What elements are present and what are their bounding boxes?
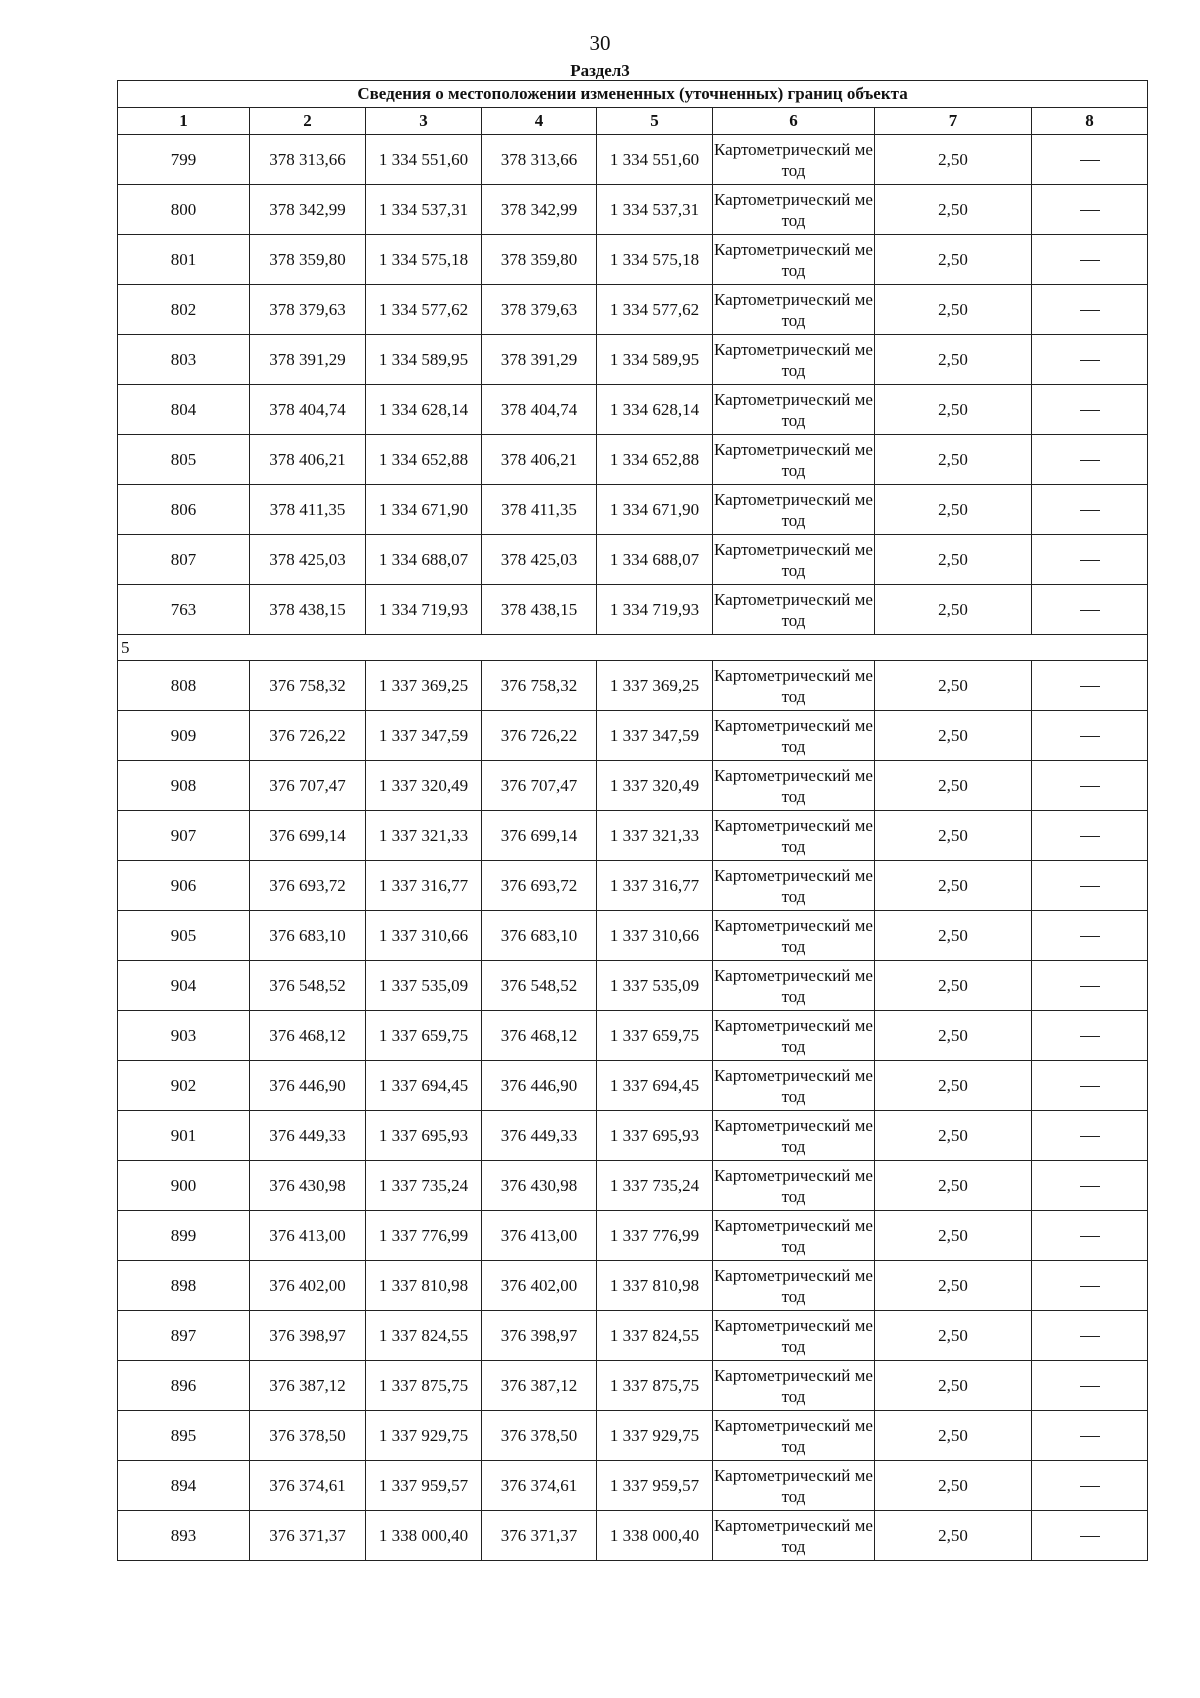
y-existing-cell: 1 337 810,98	[366, 1261, 482, 1311]
y-existing-cell: 1 334 575,18	[366, 235, 482, 285]
column-number-row	[118, 108, 1148, 135]
accuracy-cell: 2,50	[875, 535, 1032, 585]
description-cell	[1032, 1461, 1148, 1511]
table-row	[118, 535, 1148, 585]
dash-icon	[1080, 1486, 1100, 1487]
dash-icon	[1080, 1236, 1100, 1237]
description-cell	[1032, 1111, 1148, 1161]
x-existing-cell: 378 404,74	[250, 385, 366, 435]
method-cell: Картометрический метод	[713, 711, 875, 761]
method-cell: Картометрический метод	[713, 235, 875, 285]
description-cell	[1032, 861, 1148, 911]
x-new-cell: 378 438,15	[482, 585, 597, 635]
x-new-cell: 376 707,47	[482, 761, 597, 811]
accuracy-cell: 2,50	[875, 1161, 1032, 1211]
x-new-cell: 376 387,12	[482, 1361, 597, 1411]
accuracy-cell: 2,50	[875, 1261, 1032, 1311]
point-number-cell: 904	[118, 961, 250, 1011]
y-new-cell: 1 334 577,62	[597, 285, 713, 335]
point-number-cell: 907	[118, 811, 250, 861]
y-new-cell: 1 337 776,99	[597, 1211, 713, 1261]
x-new-cell: 378 425,03	[482, 535, 597, 585]
dash-icon	[1080, 1136, 1100, 1137]
y-new-cell: 1 334 719,93	[597, 585, 713, 635]
point-number-cell: 763	[118, 585, 250, 635]
y-new-cell: 1 334 671,90	[597, 485, 713, 535]
y-existing-cell: 1 337 659,75	[366, 1011, 482, 1061]
point-number-cell: 805	[118, 435, 250, 485]
accuracy-cell: 2,50	[875, 185, 1032, 235]
table-row	[118, 585, 1148, 635]
y-existing-cell: 1 337 347,59	[366, 711, 482, 761]
accuracy-cell: 2,50	[875, 961, 1032, 1011]
x-new-cell: 376 374,61	[482, 1461, 597, 1511]
x-new-cell: 376 699,14	[482, 811, 597, 861]
column-number-2: 2	[250, 108, 366, 135]
y-new-cell: 1 337 929,75	[597, 1411, 713, 1461]
accuracy-cell: 2,50	[875, 1061, 1032, 1111]
accuracy-cell: 2,50	[875, 761, 1032, 811]
y-existing-cell: 1 334 652,88	[366, 435, 482, 485]
x-existing-cell: 376 699,14	[250, 811, 366, 861]
description-cell	[1032, 485, 1148, 535]
dash-icon	[1080, 610, 1100, 611]
x-new-cell: 376 398,97	[482, 1311, 597, 1361]
y-new-cell: 1 337 959,57	[597, 1461, 713, 1511]
x-new-cell: 376 446,90	[482, 1061, 597, 1111]
accuracy-cell: 2,50	[875, 485, 1032, 535]
y-existing-cell: 1 334 577,62	[366, 285, 482, 335]
y-existing-cell: 1 337 535,09	[366, 961, 482, 1011]
y-new-cell: 1 334 628,14	[597, 385, 713, 435]
y-new-cell: 1 337 810,98	[597, 1261, 713, 1311]
description-cell	[1032, 1361, 1148, 1411]
column-number-3: 3	[366, 108, 482, 135]
y-new-cell: 1 337 875,75	[597, 1361, 713, 1411]
table-caption: Сведения о местоположении измененных (уточненных) границ объекта	[118, 81, 1148, 108]
description-cell	[1032, 961, 1148, 1011]
dash-icon	[1080, 1286, 1100, 1287]
y-existing-cell: 1 334 589,95	[366, 335, 482, 385]
y-new-cell: 1 337 369,25	[597, 661, 713, 711]
description-cell	[1032, 235, 1148, 285]
table-row	[118, 761, 1148, 811]
page-number: 30	[589, 31, 611, 55]
x-existing-cell: 376 413,00	[250, 1211, 366, 1261]
point-number-cell: 905	[118, 911, 250, 961]
x-existing-cell: 376 683,10	[250, 911, 366, 961]
table-row	[118, 1461, 1148, 1511]
accuracy-cell: 2,50	[875, 385, 1032, 435]
x-existing-cell: 376 468,12	[250, 1011, 366, 1061]
description-cell	[1032, 1211, 1148, 1261]
table-row	[118, 1411, 1148, 1461]
description-cell	[1032, 435, 1148, 485]
x-existing-cell: 378 342,99	[250, 185, 366, 235]
accuracy-cell: 2,50	[875, 911, 1032, 961]
x-existing-cell: 378 379,63	[250, 285, 366, 335]
table-row	[118, 185, 1148, 235]
column-number-5: 5	[597, 108, 713, 135]
x-existing-cell: 378 411,35	[250, 485, 366, 535]
table-row	[118, 235, 1148, 285]
method-cell: Картометрический метод	[713, 811, 875, 861]
point-number-cell: 901	[118, 1111, 250, 1161]
description-cell	[1032, 535, 1148, 585]
y-existing-cell: 1 337 320,49	[366, 761, 482, 811]
dash-icon	[1080, 210, 1100, 211]
accuracy-cell: 2,50	[875, 135, 1032, 185]
x-new-cell: 378 379,63	[482, 285, 597, 335]
description-cell	[1032, 1061, 1148, 1111]
x-new-cell: 376 693,72	[482, 861, 597, 911]
y-existing-cell: 1 337 875,75	[366, 1361, 482, 1411]
x-existing-cell: 378 425,03	[250, 535, 366, 585]
x-existing-cell: 378 406,21	[250, 435, 366, 485]
y-existing-cell: 1 337 776,99	[366, 1211, 482, 1261]
method-cell: Картометрический метод	[713, 585, 875, 635]
x-existing-cell: 378 359,80	[250, 235, 366, 285]
y-existing-cell: 1 337 929,75	[366, 1411, 482, 1461]
y-new-cell: 1 337 735,24	[597, 1161, 713, 1211]
x-new-cell: 376 449,33	[482, 1111, 597, 1161]
column-number-1: 1	[118, 108, 250, 135]
dash-icon	[1080, 786, 1100, 787]
accuracy-cell: 2,50	[875, 1211, 1032, 1261]
point-number-cell: 903	[118, 1011, 250, 1061]
x-existing-cell: 376 398,97	[250, 1311, 366, 1361]
y-new-cell: 1 337 347,59	[597, 711, 713, 761]
dash-icon	[1080, 360, 1100, 361]
accuracy-cell: 2,50	[875, 1311, 1032, 1361]
table-row	[118, 1111, 1148, 1161]
method-cell: Картометрический метод	[713, 761, 875, 811]
point-number-cell: 898	[118, 1261, 250, 1311]
method-cell: Картометрический метод	[713, 335, 875, 385]
dash-icon	[1080, 460, 1100, 461]
accuracy-cell: 2,50	[875, 285, 1032, 335]
table-row	[118, 711, 1148, 761]
table-row	[118, 135, 1148, 185]
method-cell: Картометрический метод	[713, 911, 875, 961]
table-row	[118, 1311, 1148, 1361]
method-cell: Картометрический метод	[713, 1261, 875, 1311]
dash-icon	[1080, 560, 1100, 561]
method-cell: Картометрический метод	[713, 1111, 875, 1161]
dash-icon	[1080, 986, 1100, 987]
x-existing-cell: 376 449,33	[250, 1111, 366, 1161]
x-new-cell: 376 758,32	[482, 661, 597, 711]
method-cell: Картометрический метод	[713, 1461, 875, 1511]
table-row	[118, 1061, 1148, 1111]
x-new-cell: 378 411,35	[482, 485, 597, 535]
method-cell: Картометрический метод	[713, 1011, 875, 1061]
x-new-cell: 376 413,00	[482, 1211, 597, 1261]
method-cell: Картометрический метод	[713, 285, 875, 335]
y-new-cell: 1 337 535,09	[597, 961, 713, 1011]
description-cell	[1032, 811, 1148, 861]
point-number-cell: 900	[118, 1161, 250, 1211]
accuracy-cell: 2,50	[875, 711, 1032, 761]
table-row	[118, 335, 1148, 385]
y-existing-cell: 1 337 369,25	[366, 661, 482, 711]
method-cell: Картометрический метод	[713, 135, 875, 185]
y-new-cell: 1 337 694,45	[597, 1061, 713, 1111]
point-number-cell: 895	[118, 1411, 250, 1461]
y-new-cell: 1 334 537,31	[597, 185, 713, 235]
y-new-cell: 1 334 688,07	[597, 535, 713, 585]
x-existing-cell: 376 693,72	[250, 861, 366, 911]
table-row	[118, 1261, 1148, 1311]
table-row	[118, 1161, 1148, 1211]
description-cell	[1032, 1411, 1148, 1461]
description-cell	[1032, 1161, 1148, 1211]
y-existing-cell: 1 334 537,31	[366, 185, 482, 235]
y-new-cell: 1 338 000,40	[597, 1511, 713, 1561]
method-cell: Картометрический метод	[713, 1311, 875, 1361]
table-row	[118, 961, 1148, 1011]
x-new-cell: 376 683,10	[482, 911, 597, 961]
dash-icon	[1080, 936, 1100, 937]
description-cell	[1032, 1011, 1148, 1061]
y-new-cell: 1 337 310,66	[597, 911, 713, 961]
accuracy-cell: 2,50	[875, 1111, 1032, 1161]
x-existing-cell: 376 548,52	[250, 961, 366, 1011]
point-number-cell: 908	[118, 761, 250, 811]
column-number-6: 6	[713, 108, 875, 135]
table-row	[118, 1011, 1148, 1061]
accuracy-cell: 2,50	[875, 1461, 1032, 1511]
y-existing-cell: 1 334 719,93	[366, 585, 482, 635]
x-existing-cell: 376 371,37	[250, 1511, 366, 1561]
dash-icon	[1080, 510, 1100, 511]
dash-icon	[1080, 836, 1100, 837]
method-cell: Картометрический метод	[713, 1061, 875, 1111]
description-cell	[1032, 385, 1148, 435]
accuracy-cell: 2,50	[875, 1011, 1032, 1061]
y-new-cell: 1 337 695,93	[597, 1111, 713, 1161]
x-new-cell: 376 468,12	[482, 1011, 597, 1061]
x-existing-cell: 376 446,90	[250, 1061, 366, 1111]
accuracy-cell: 2,50	[875, 661, 1032, 711]
point-number-cell: 804	[118, 385, 250, 435]
table-row	[118, 811, 1148, 861]
y-new-cell: 1 334 551,60	[597, 135, 713, 185]
dash-icon	[1080, 310, 1100, 311]
x-new-cell: 378 391,29	[482, 335, 597, 385]
table-row	[118, 1211, 1148, 1261]
x-new-cell: 376 548,52	[482, 961, 597, 1011]
accuracy-cell: 2,50	[875, 235, 1032, 285]
accuracy-cell: 2,50	[875, 585, 1032, 635]
table-row	[118, 1511, 1148, 1561]
dash-icon	[1080, 1336, 1100, 1337]
method-cell: Картометрический метод	[713, 535, 875, 585]
y-existing-cell: 1 334 551,60	[366, 135, 482, 185]
method-cell: Картометрический метод	[713, 1211, 875, 1261]
point-number-cell: 897	[118, 1311, 250, 1361]
table-body	[118, 81, 1148, 1561]
y-new-cell: 1 337 321,33	[597, 811, 713, 861]
method-cell: Картометрический метод	[713, 185, 875, 235]
description-cell	[1032, 135, 1148, 185]
column-number-4: 4	[482, 108, 597, 135]
y-existing-cell: 1 337 959,57	[366, 1461, 482, 1511]
dash-icon	[1080, 736, 1100, 737]
x-existing-cell: 376 402,00	[250, 1261, 366, 1311]
y-existing-cell: 1 337 735,24	[366, 1161, 482, 1211]
x-existing-cell: 376 726,22	[250, 711, 366, 761]
method-cell: Картометрический метод	[713, 1161, 875, 1211]
method-cell: Картометрический метод	[713, 1361, 875, 1411]
table-row	[118, 661, 1148, 711]
dash-icon	[1080, 1386, 1100, 1387]
dash-icon	[1080, 160, 1100, 161]
y-existing-cell: 1 337 310,66	[366, 911, 482, 961]
method-cell: Картометрический метод	[713, 385, 875, 435]
y-existing-cell: 1 337 316,77	[366, 861, 482, 911]
dash-icon	[1080, 260, 1100, 261]
y-new-cell: 1 337 320,49	[597, 761, 713, 811]
table-row	[118, 861, 1148, 911]
method-cell: Картометрический метод	[713, 1511, 875, 1561]
point-number-cell: 799	[118, 135, 250, 185]
x-new-cell: 376 726,22	[482, 711, 597, 761]
table-caption-row	[118, 81, 1148, 108]
coordinates-table	[117, 80, 1148, 1561]
column-number-7: 7	[875, 108, 1032, 135]
description-cell	[1032, 185, 1148, 235]
point-number-cell: 803	[118, 335, 250, 385]
y-new-cell: 1 334 652,88	[597, 435, 713, 485]
dash-icon	[1080, 1186, 1100, 1187]
contour-group-row	[118, 635, 1148, 661]
table-row	[118, 485, 1148, 535]
table-row	[118, 385, 1148, 435]
x-new-cell: 376 430,98	[482, 1161, 597, 1211]
point-number-cell: 902	[118, 1061, 250, 1111]
y-existing-cell: 1 337 824,55	[366, 1311, 482, 1361]
column-number-8: 8	[1032, 108, 1148, 135]
method-cell: Картометрический метод	[713, 961, 875, 1011]
x-existing-cell: 378 438,15	[250, 585, 366, 635]
point-number-cell: 909	[118, 711, 250, 761]
description-cell	[1032, 335, 1148, 385]
accuracy-cell: 2,50	[875, 335, 1032, 385]
description-cell	[1032, 1511, 1148, 1561]
x-existing-cell: 376 387,12	[250, 1361, 366, 1411]
x-new-cell: 378 342,99	[482, 185, 597, 235]
x-existing-cell: 376 374,61	[250, 1461, 366, 1511]
accuracy-cell: 2,50	[875, 1361, 1032, 1411]
x-existing-cell: 378 391,29	[250, 335, 366, 385]
x-new-cell: 376 371,37	[482, 1511, 597, 1561]
x-existing-cell: 378 313,66	[250, 135, 366, 185]
x-new-cell: 376 402,00	[482, 1261, 597, 1311]
y-existing-cell: 1 337 321,33	[366, 811, 482, 861]
contour-number: 5	[118, 635, 1148, 661]
y-new-cell: 1 334 589,95	[597, 335, 713, 385]
description-cell	[1032, 1311, 1148, 1361]
table-row	[118, 435, 1148, 485]
x-existing-cell: 376 758,32	[250, 661, 366, 711]
accuracy-cell: 2,50	[875, 1511, 1032, 1561]
point-number-cell: 893	[118, 1511, 250, 1561]
y-existing-cell: 1 334 671,90	[366, 485, 482, 535]
dash-icon	[1080, 1536, 1100, 1537]
description-cell	[1032, 911, 1148, 961]
accuracy-cell: 2,50	[875, 811, 1032, 861]
section-title: Раздел3	[570, 61, 630, 80]
x-existing-cell: 376 707,47	[250, 761, 366, 811]
y-new-cell: 1 337 659,75	[597, 1011, 713, 1061]
table-row	[118, 1361, 1148, 1411]
x-existing-cell: 376 430,98	[250, 1161, 366, 1211]
point-number-cell: 906	[118, 861, 250, 911]
table-row	[118, 285, 1148, 335]
point-number-cell: 801	[118, 235, 250, 285]
point-number-cell: 896	[118, 1361, 250, 1411]
dash-icon	[1080, 1036, 1100, 1037]
table-row	[118, 911, 1148, 961]
point-number-cell: 807	[118, 535, 250, 585]
x-new-cell: 376 378,50	[482, 1411, 597, 1461]
dash-icon	[1080, 1086, 1100, 1087]
method-cell: Картометрический метод	[713, 435, 875, 485]
point-number-cell: 802	[118, 285, 250, 335]
dash-icon	[1080, 1436, 1100, 1437]
description-cell	[1032, 585, 1148, 635]
method-cell: Картометрический метод	[713, 1411, 875, 1461]
accuracy-cell: 2,50	[875, 1411, 1032, 1461]
x-existing-cell: 376 378,50	[250, 1411, 366, 1461]
x-new-cell: 378 406,21	[482, 435, 597, 485]
y-new-cell: 1 337 824,55	[597, 1311, 713, 1361]
x-new-cell: 378 359,80	[482, 235, 597, 285]
description-cell	[1032, 285, 1148, 335]
description-cell	[1032, 711, 1148, 761]
y-new-cell: 1 334 575,18	[597, 235, 713, 285]
y-existing-cell: 1 337 694,45	[366, 1061, 482, 1111]
accuracy-cell: 2,50	[875, 435, 1032, 485]
method-cell: Картометрический метод	[713, 661, 875, 711]
point-number-cell: 800	[118, 185, 250, 235]
y-existing-cell: 1 338 000,40	[366, 1511, 482, 1561]
accuracy-cell: 2,50	[875, 861, 1032, 911]
description-cell	[1032, 761, 1148, 811]
y-existing-cell: 1 334 688,07	[366, 535, 482, 585]
dash-icon	[1080, 686, 1100, 687]
description-cell	[1032, 661, 1148, 711]
point-number-cell: 808	[118, 661, 250, 711]
dash-icon	[1080, 410, 1100, 411]
x-new-cell: 378 313,66	[482, 135, 597, 185]
y-new-cell: 1 337 316,77	[597, 861, 713, 911]
x-new-cell: 378 404,74	[482, 385, 597, 435]
point-number-cell: 806	[118, 485, 250, 535]
point-number-cell: 899	[118, 1211, 250, 1261]
dash-icon	[1080, 886, 1100, 887]
method-cell: Картометрический метод	[713, 861, 875, 911]
method-cell: Картометрический метод	[713, 485, 875, 535]
y-existing-cell: 1 337 695,93	[366, 1111, 482, 1161]
point-number-cell: 894	[118, 1461, 250, 1511]
y-existing-cell: 1 334 628,14	[366, 385, 482, 435]
description-cell	[1032, 1261, 1148, 1311]
